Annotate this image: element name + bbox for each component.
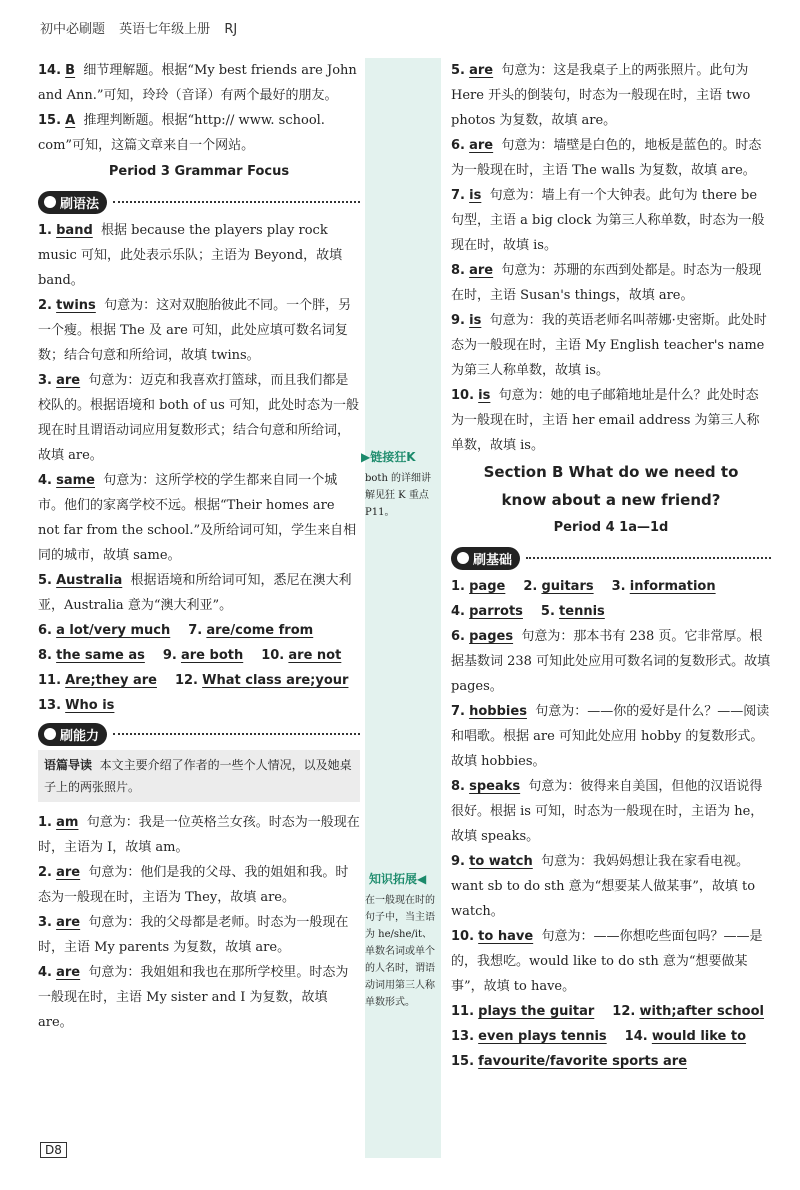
- item-explanation: 句意为：那本书有 238 页。它非常厚。根据基数词 238 可知此处应用可数名词的复数形式。故填 pages。: [451, 629, 771, 694]
- item-number: 2.: [38, 298, 52, 313]
- short-answer: 4. parrots: [451, 604, 523, 619]
- item-answer: Australia: [56, 573, 123, 588]
- item-explanation: 句意为：这是我桌子上的两张照片。此句为 Here 开头的倒装句，时态为一般现在时，主语 two photos 为复数，故填 are。: [451, 63, 751, 128]
- item-explanation: 句意为：墙壁是白色的，地板是蓝色的。时态为一般现在时，主语 The walls 为复数，故填 are。: [451, 138, 762, 178]
- answer-item: [451, 183, 771, 258]
- item-explanation: 句意为：——你的爱好是什么？——阅读和唱歌。根据 are 可知此处应用 hobby 的复数形式。故填 hobbies。: [451, 704, 770, 769]
- knowledge-note: 在一般现在时的句子中，当主语为 he/she/it、单数名词或单个的人名时，谓语动词用第三人称单数形式。: [365, 895, 435, 1008]
- item-explanation: 句意为：墙上有一个大钟表。此句为 there be 句型，主语 a big clock 为第三人称单数，时态为一般现在时，故填 is。: [451, 188, 765, 253]
- answer-item: [451, 774, 771, 849]
- answer-item: [38, 293, 360, 368]
- item-number: 4.: [38, 965, 52, 980]
- item-number: 4.: [38, 473, 52, 488]
- answer-item: [451, 624, 771, 699]
- short-answer: 11. Are;they are: [38, 673, 157, 688]
- item-explanation: 细节理解题。根据“My best friends are John and Ann.”可知，玲玲（音译）有两个最好的朋友。: [38, 63, 357, 103]
- short-answer: 5. tennis: [540, 604, 605, 619]
- item-answer: same: [56, 473, 95, 488]
- item-number: 8.: [451, 263, 465, 278]
- short-answer: 6. a lot/very much: [38, 623, 171, 638]
- short-answer: 1. page: [451, 579, 506, 594]
- answer-item: [451, 308, 771, 383]
- badge-basics: 刷基础: [451, 546, 771, 570]
- answer-item: [38, 58, 360, 108]
- short-answer: 12. What class are;your: [174, 673, 349, 688]
- answer-item: [38, 910, 360, 960]
- item-number: 5.: [451, 63, 465, 78]
- knowledge-tag: 知识拓展◀: [369, 872, 427, 886]
- short-answer: 11. plays the guitar: [451, 1004, 595, 1019]
- item-answer: are: [469, 263, 494, 278]
- item-explanation: 句意为：我姐姐和我也在那所学校里。时态为一般现在时，主语 My sister and I 为复数，故填 are。: [38, 965, 349, 1030]
- item-answer: are: [56, 965, 81, 980]
- answer-item: [38, 568, 360, 618]
- item-number: 2.: [38, 865, 52, 880]
- item-explanation: 句意为：迈克和我喜欢打篮球，而且我们都是校队的。根据语境和 both of us 可知，此处时态为一般现在时且谓语动词应用复数形式；结合句意和所给词，故填 are。: [38, 373, 359, 463]
- subject-title: 英语七年级上册: [119, 22, 211, 37]
- edition-label: RJ: [224, 22, 238, 37]
- answer-item: [38, 810, 360, 860]
- item-number: 8.: [451, 779, 465, 794]
- item-explanation: 句意为：我是一位英格兰女孩。时态为一般现在时，主语为 I，故填 am。: [38, 815, 360, 855]
- item-answer: is: [469, 188, 482, 203]
- item-number: 6.: [451, 138, 465, 153]
- answer-item: [451, 699, 771, 774]
- item-answer: pages: [469, 629, 514, 644]
- answer-item: [38, 368, 360, 468]
- item-answer: are: [469, 63, 494, 78]
- sectionB-heading-1: Section B What do we need to: [483, 463, 739, 481]
- item-answer: is: [469, 313, 482, 328]
- answer-row: [38, 693, 360, 718]
- item-number: 1.: [38, 223, 52, 238]
- left-column: [38, 58, 360, 1035]
- short-answer: 8. the same as: [38, 648, 145, 663]
- item-answer: speaks: [469, 779, 521, 794]
- item-explanation: 句意为：我的父母都是老师。时态为一般现在时，主语 My parents 为复数，故填 are。: [38, 915, 349, 955]
- item-number: 3.: [38, 373, 52, 388]
- series-title: 初中必刷题: [40, 22, 106, 37]
- short-answer: 9. are both: [162, 648, 244, 663]
- item-answer: to watch: [469, 854, 533, 869]
- answer-item: [451, 58, 771, 133]
- answer-row: [451, 574, 771, 599]
- item-answer: B: [65, 63, 76, 78]
- item-answer: are: [56, 865, 81, 880]
- margin-notes-strip: [361, 58, 441, 1158]
- answer-row: [451, 1024, 771, 1049]
- item-answer: are: [469, 138, 494, 153]
- item-number: 15.: [38, 113, 62, 128]
- item-number: 7.: [451, 704, 465, 719]
- link-tag: ▶链接狂K: [361, 450, 416, 464]
- short-answer: 7. are/come from: [188, 623, 314, 638]
- item-answer: to have: [478, 929, 534, 944]
- item-number: 1.: [38, 815, 52, 830]
- answer-row: [38, 668, 360, 693]
- item-answer: are: [56, 373, 81, 388]
- item-explanation: 句意为：彼得来自美国，但他的汉语说得很好。根据 is 可知，时态为一般现在时，主语为 he，故填 speaks。: [451, 779, 764, 844]
- item-number: 7.: [451, 188, 465, 203]
- sectionB-heading-2: know about a new friend?: [501, 491, 721, 509]
- item-explanation: 句意为：她的电子邮箱地址是什么？此处时态为一般现在时，主语 her email address 为第三人称单数，故填 is。: [451, 388, 760, 453]
- short-answer: 14. would like to: [624, 1029, 747, 1044]
- item-answer: A: [65, 113, 76, 128]
- answer-item: [451, 133, 771, 183]
- reading-guide: 语篇导读 本文主要介绍了作者的一些个人情况，以及她桌子上的两张照片。: [38, 750, 360, 802]
- item-number: 10.: [451, 929, 475, 944]
- item-explanation: 句意为：我的英语老师名叫蒂娜·史密斯。此处时态为一般现在时，主语 My English teacher's name 为第三人称单数，故填 is。: [451, 313, 767, 378]
- item-answer: band: [56, 223, 93, 238]
- answer-item: [451, 258, 771, 308]
- answer-item: [451, 924, 771, 999]
- short-answer: 3. information: [611, 579, 716, 594]
- short-answer: 12. with;after school: [612, 1004, 765, 1019]
- answer-row: [38, 618, 360, 643]
- short-answer: 10. are not: [261, 648, 342, 663]
- period3-heading: Period 3 Grammar Focus: [108, 164, 290, 179]
- item-number: 9.: [451, 313, 465, 328]
- answer-item: [451, 383, 771, 458]
- item-explanation: 根据 because the players play rock music 可知，此处表示乐队；主语为 Beyond，故填 band。: [38, 223, 343, 288]
- badge-grammar: 刷语法: [38, 190, 360, 214]
- short-answer: 13. even plays tennis: [451, 1029, 607, 1044]
- item-answer: am: [56, 815, 79, 830]
- badge-ability: 刷能力: [38, 722, 360, 746]
- page-header: [40, 18, 247, 37]
- answer-item: [451, 849, 771, 924]
- short-answer: 15. favourite/favorite sports are: [451, 1054, 688, 1069]
- answer-item: [38, 468, 360, 568]
- item-explanation: 句意为：这对双胞胎彼此不同。一个胖，另一个瘦。根据 The 及 are 可知，此处应填可数名词复数；结合句意和所给词，故填 twins。: [38, 298, 352, 363]
- item-number: 14.: [38, 63, 62, 78]
- answer-item: [38, 860, 360, 910]
- link-note: both 的详细讲解见狂 K 重点 P11。: [365, 473, 432, 518]
- item-explanation: 句意为：我妈妈想让我在家看电视。want sb to do sth 意为“想要某人做某事”，故填 to watch。: [451, 854, 756, 919]
- item-answer: hobbies: [469, 704, 527, 719]
- answer-item: [38, 108, 360, 158]
- answer-row: [38, 643, 360, 668]
- item-number: 5.: [38, 573, 52, 588]
- item-answer: are: [56, 915, 81, 930]
- answer-row: [451, 1049, 771, 1074]
- item-explanation: 句意为：这所学校的学生都来自同一个城市。他们的家离学校不远。根据“Their homes are not far from the school.”及所给词可知，学生来自相同的城市，故填 same。: [38, 473, 357, 563]
- item-explanation: 句意为：他们是我的父母、我的姐姐和我。时态为一般现在时，主语为 They，故填 are。: [38, 865, 349, 905]
- item-explanation: 推理判断题。根据“http:// www. school. com”可知，这篇文章来自一个网站。: [38, 113, 325, 153]
- page-number: D8: [40, 1142, 67, 1158]
- short-answer: 2. guitars: [523, 579, 594, 594]
- answer-row: [451, 599, 771, 624]
- answer-item: [38, 960, 360, 1035]
- item-explanation: 句意为：苏珊的东西到处都是。时态为一般现在时，主语 Susan's things，故填 are。: [451, 263, 762, 303]
- item-number: 10.: [451, 388, 475, 403]
- item-explanation: 根据语境和所给词可知，悉尼在澳大利亚，Australia 意为“澳大利亚”。: [38, 573, 352, 613]
- short-answer: 13. Who is: [38, 698, 115, 713]
- answer-row: [451, 999, 771, 1024]
- item-number: 3.: [38, 915, 52, 930]
- item-answer: twins: [56, 298, 96, 313]
- period4-heading: Period 4 1a—1d: [553, 520, 669, 535]
- right-column: [451, 58, 771, 1074]
- item-answer: is: [478, 388, 491, 403]
- item-number: 9.: [451, 854, 465, 869]
- item-explanation: 句意为：——你想吃些面包吗？——是的，我想吃。would like to do sth 意为“想要做某事”，故填 to have。: [451, 929, 763, 994]
- item-number: 6.: [451, 629, 465, 644]
- answer-item: [38, 218, 360, 293]
